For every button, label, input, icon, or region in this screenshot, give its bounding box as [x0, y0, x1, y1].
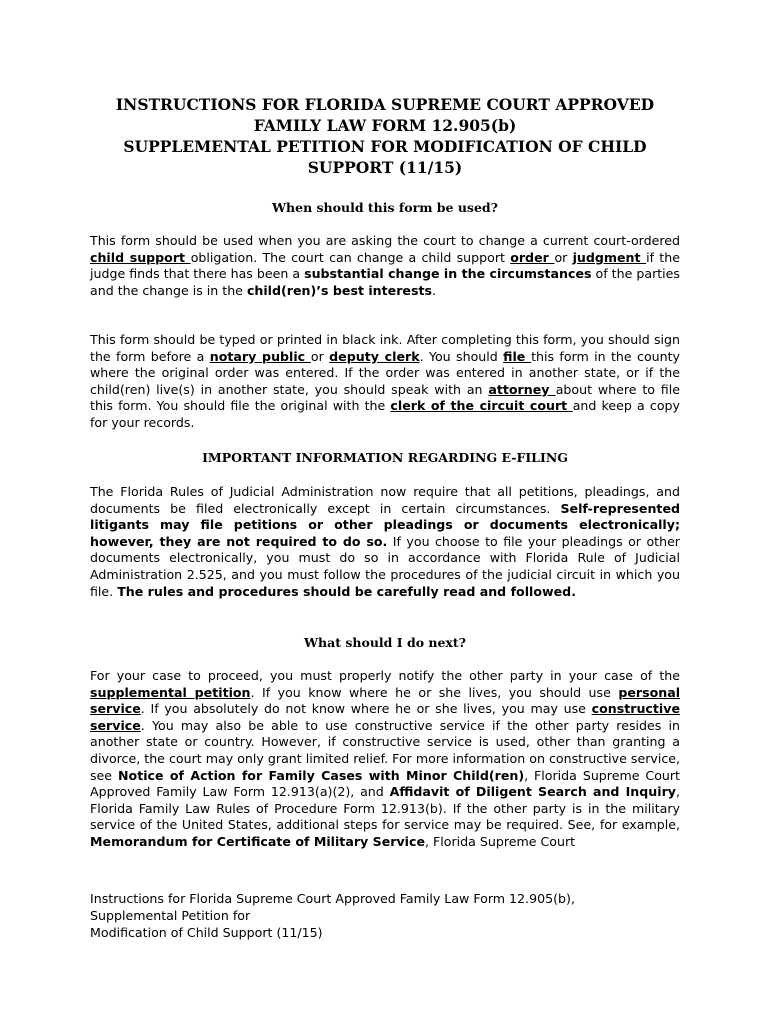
bold-self-represented: Self-represented litigants may file petitions or other pleadings or documents electronically; however, they are not required to do so.	[90, 500, 680, 549]
title-line-4: SUPPORT (11/15)	[307, 158, 463, 177]
footer-line-1: Instructions for Florida Supreme Court Approved Family Law Form 12.905(b),	[90, 891, 575, 906]
title-line-1: INSTRUCTIONS FOR FLORIDA SUPREME COURT APPROVED	[115, 95, 655, 114]
section-heading-when: When should this form be used?	[272, 200, 498, 215]
paragraph-efiling	[90, 484, 680, 600]
text-run: of the parties and the change is in the	[90, 266, 680, 298]
text-run: . If you absolutely do not know where he or she lives, you may use	[140, 701, 592, 717]
text-run: . You may also be able to use constructive service if the other party resides in another state or country. However, if constructive service is used, other than granting a divorce, the court may only grant limited relief. For more information on constructive service, see	[90, 717, 680, 783]
bold-best-interests: child(ren)’s best interests	[246, 282, 432, 298]
term-clerk-of-circuit-court: clerk of the circuit court	[390, 398, 573, 414]
text-run: this form in the county where the original order was entered. If the order was entered in another state, or if the child(ren) live(s) in another state, you should speak with an	[90, 348, 681, 397]
term-constructive-service: constructive service	[90, 701, 680, 733]
text-run: The Florida Rules of Judicial Administration now require that all petitions, pleadings, and documents be filed electronically except in certain circumstances.	[90, 484, 680, 516]
text-run: or	[554, 249, 573, 265]
document-title	[90, 94, 680, 178]
term-deputy-clerk: deputy clerk	[329, 348, 420, 364]
text-run: .	[431, 282, 436, 298]
bold-affidavit-diligent-search: Affidavit of Diligent Search and Inquiry	[389, 784, 676, 800]
text-run: This form should be used when you are asking the court to change a current court-ordered	[90, 233, 680, 248]
text-run: . If you know where he or she lives, you should use	[250, 684, 619, 700]
page-footer	[90, 890, 680, 941]
text-run: , Florida Supreme Court	[425, 833, 576, 849]
text-run: For your case to proceed, you must properly notify the other party in your case of the	[90, 668, 680, 683]
text-run: if the judge finds that there has been a	[90, 249, 680, 282]
term-personal-service: personal service	[90, 684, 681, 717]
term-file: file	[503, 348, 532, 364]
term-child-support: child support	[90, 249, 191, 265]
paragraph-when-used	[90, 233, 680, 299]
section-heading-next: What should I do next?	[304, 635, 466, 650]
bold-memorandum-military: Memorandum for Certificate of Military Service	[90, 833, 425, 849]
bold-notice-of-action: Notice of Action for Family Cases with Minor Child(ren)	[118, 767, 525, 783]
term-judgment: judgment	[572, 249, 647, 265]
term-attorney: attorney	[488, 381, 556, 397]
paragraph-typing-filing	[90, 332, 680, 432]
text-run: about where to file this form. You should file the original with the	[90, 381, 680, 414]
text-run: , Florida Family Law Rules of Procedure Form 12.913(b). If the other party is in the military service of the United States, additional steps for service may be required. See, for example,	[90, 784, 681, 833]
term-supplemental-petition: supplemental petition	[90, 684, 251, 700]
footer-line-2: Supplemental Petition for	[90, 908, 251, 923]
term-notary-public: notary public	[209, 348, 311, 364]
title-line-2: FAMILY LAW FORM 12.905(b)	[253, 116, 517, 135]
bold-substantial-change: substantial change in the circumstances	[304, 266, 592, 282]
text-run: or	[310, 348, 330, 364]
text-run: If you choose to file your pleadings or other documents electronically, you must do so in accordance with Florida Rule of Judicial Administration 2.525, and you must follow the procedures of the judicial circuit in which you file.	[90, 533, 680, 599]
text-run: This form should be typed or printed in black ink. After completing this form, you should sign the form before a	[90, 332, 680, 364]
section-heading-efiling: IMPORTANT INFORMATION REGARDING E-FILING	[202, 450, 568, 465]
footer-line-3: Modification of Child Support (11/15)	[90, 925, 323, 940]
text-run: and keep a copy for your records.	[90, 398, 680, 430]
text-run: , Florida Supreme Court Approved Family Law Form 12.913(a)(2), and	[90, 767, 680, 800]
text-run: . You should	[419, 348, 504, 364]
title-line-3: SUPPLEMENTAL PETITION FOR MODIFICATION OF CHILD	[123, 137, 647, 156]
paragraph-next-steps	[90, 668, 680, 851]
bold-rules-procedures: The rules and procedures should be carefully read and followed.	[117, 583, 576, 599]
term-order: order	[510, 249, 555, 265]
text-run: obligation. The court can change a child support	[190, 249, 511, 265]
